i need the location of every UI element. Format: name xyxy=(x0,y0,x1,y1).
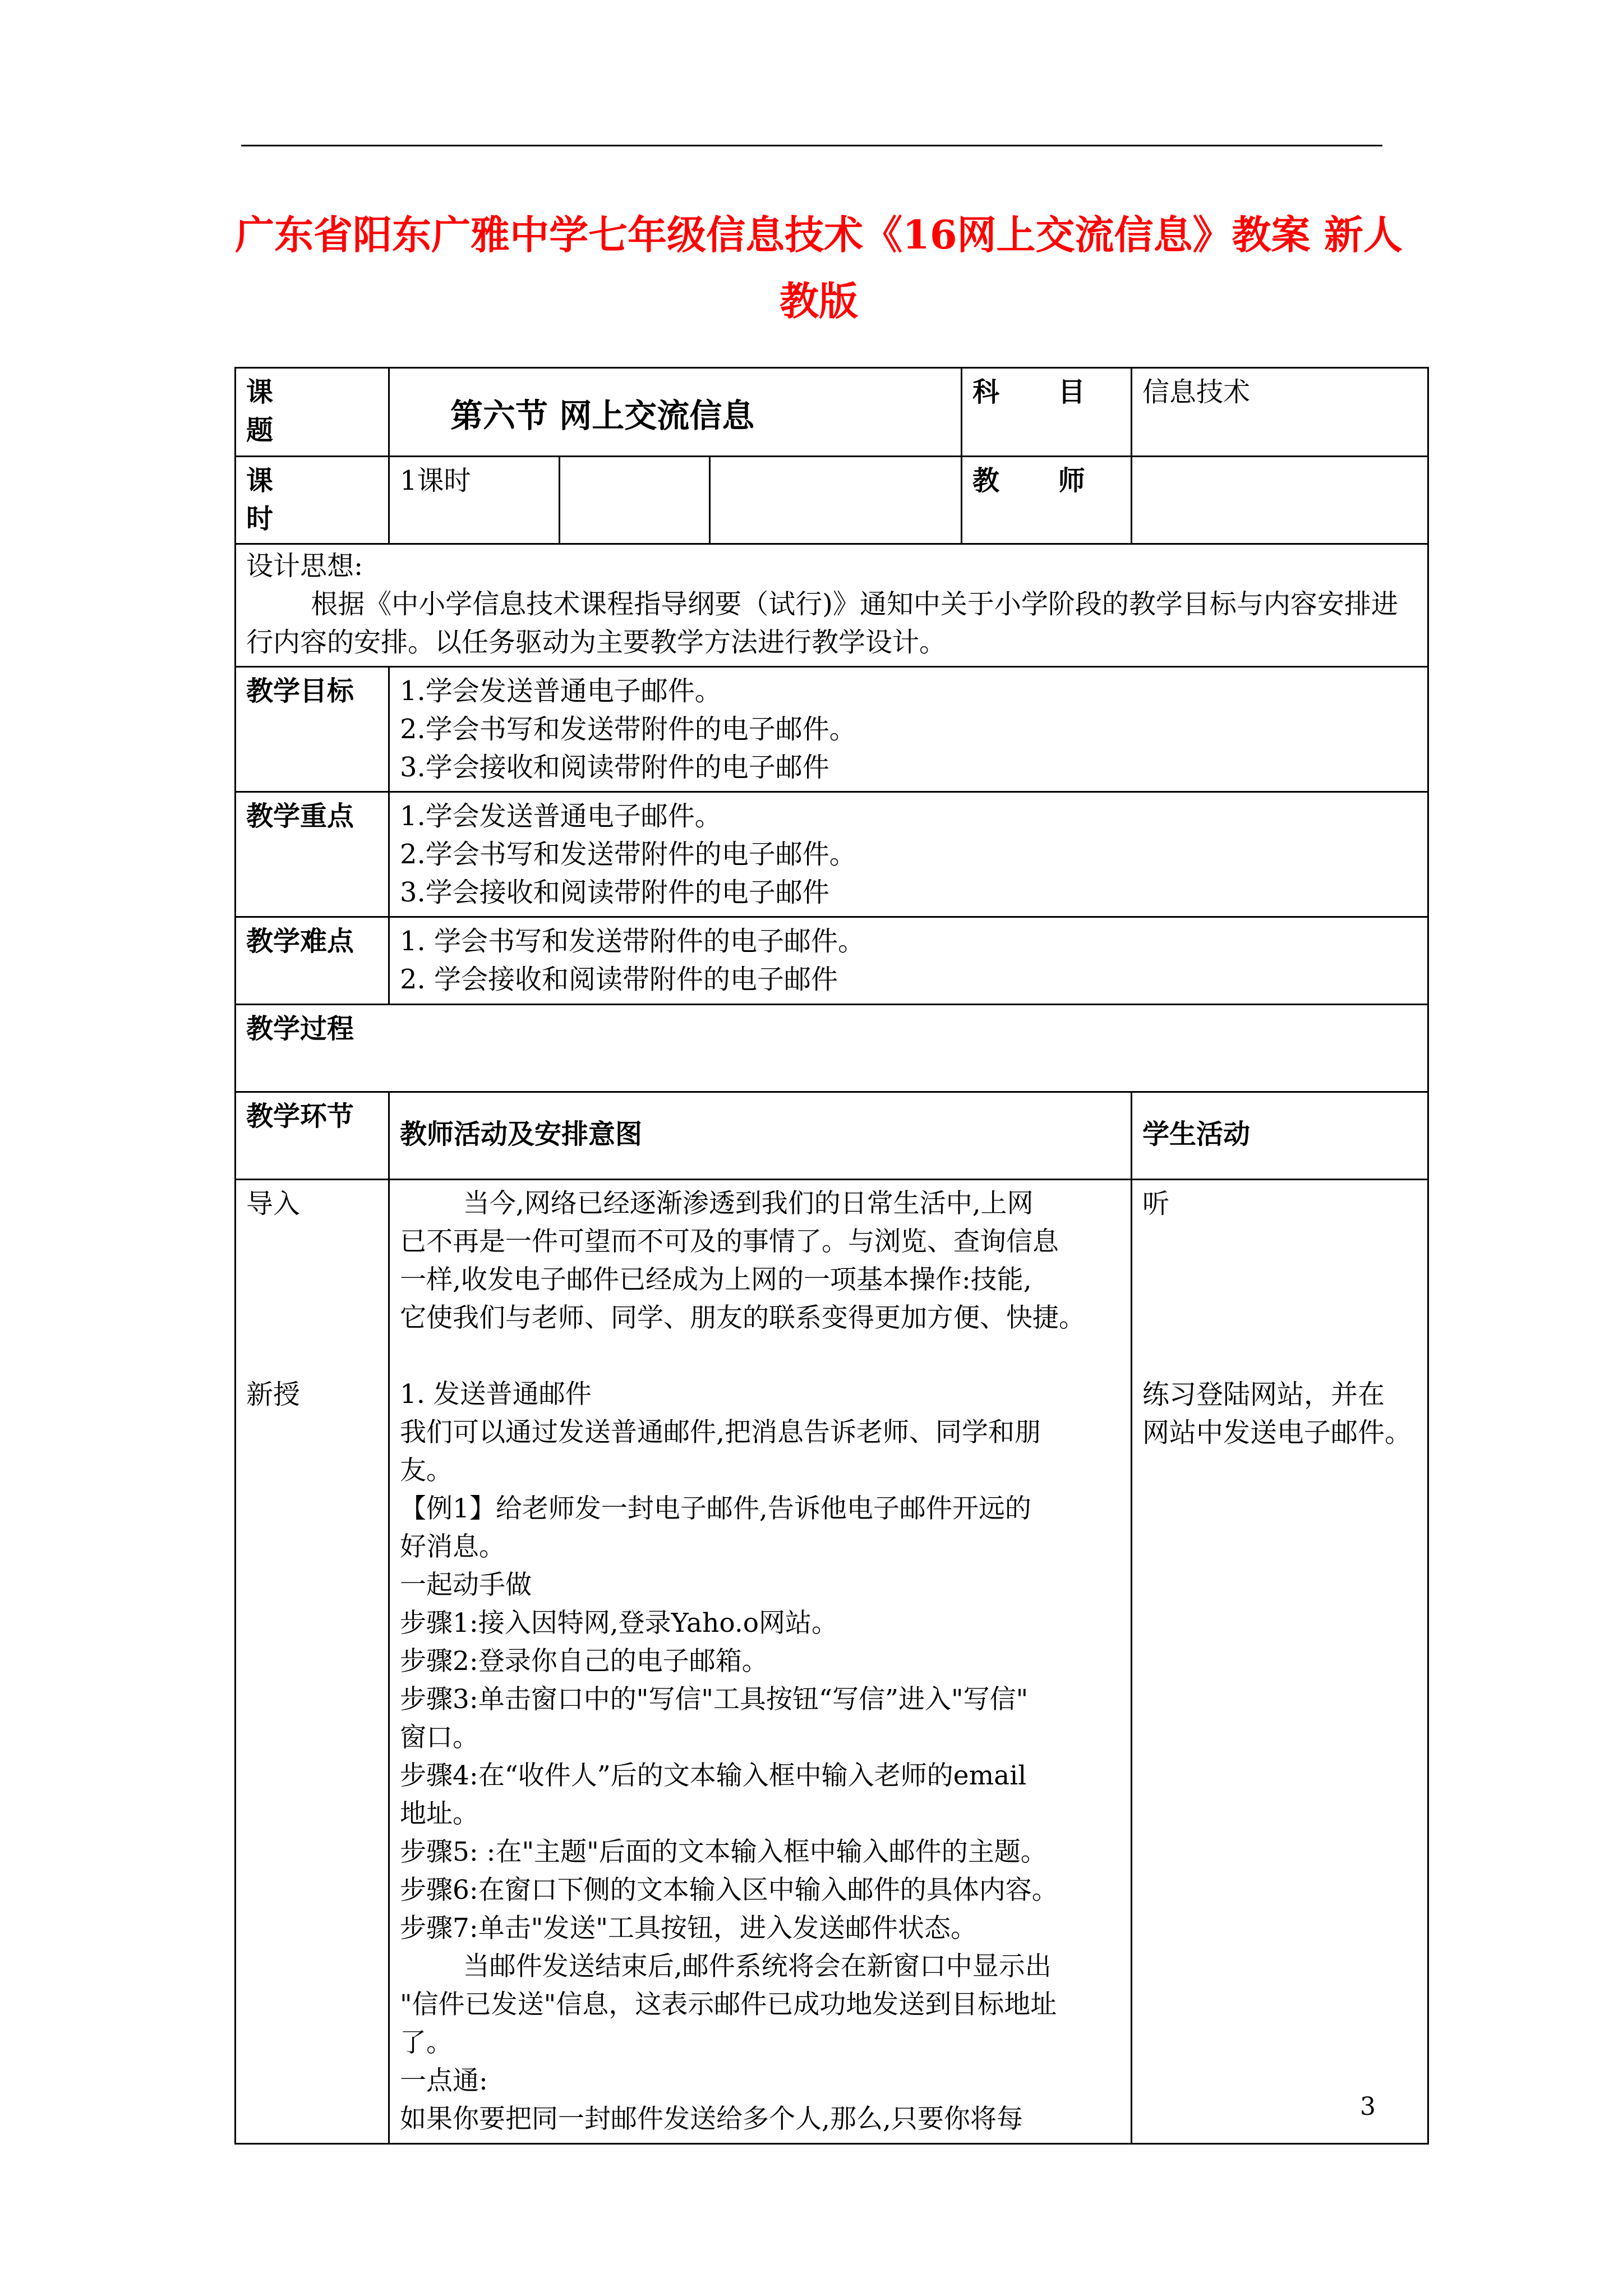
new-line: 1. 发送普通邮件 xyxy=(400,1379,592,1410)
period-blank-1 xyxy=(560,457,710,544)
row-difficulties xyxy=(236,917,1428,1005)
design-cell xyxy=(236,544,1428,667)
student-new-line: 网站中发送电子邮件。 xyxy=(1142,1417,1412,1448)
intro-line: 一样,收发电子邮件已经成为上网的一项基本操作:技能, xyxy=(400,1264,1032,1295)
row-goals xyxy=(236,667,1428,792)
period-label: 课 时 xyxy=(236,457,389,544)
new-line: 步骤6:在窗口下侧的文本输入区中输入邮件的具体内容。 xyxy=(400,1875,1058,1906)
new-line: 如果你要把同一封邮件发送给多个人,那么,只要你将每 xyxy=(400,2104,1023,2134)
col-stage-header: 教学环节 xyxy=(236,1092,389,1180)
row-period xyxy=(236,457,1428,544)
goals-label: 教学目标 xyxy=(236,667,389,792)
title-line-1: 广东省阳东广雅中学七年级信息技术《16网上交流信息》教案 新人 xyxy=(235,211,1403,258)
key-points-label: 教学重点 xyxy=(236,792,389,917)
row-column-headers xyxy=(236,1092,1428,1180)
row-design xyxy=(236,544,1428,667)
key-point-item: 2.学会书写和发送带附件的电子邮件。 xyxy=(400,839,856,870)
new-line: 步骤3:单击窗口中的"写信"工具按钮“写信”进入"写信" xyxy=(400,1684,1029,1715)
difficulty-item: 2. 学会接收和阅读带附件的电子邮件 xyxy=(400,964,838,995)
new-line: 地址。 xyxy=(400,1798,479,1829)
new-line: "信件已发送"信息，这表示邮件已成功地发送到目标地址 xyxy=(400,1989,1057,2020)
new-line: 步骤5: :在"主题"后面的文本输入框中输入邮件的主题。 xyxy=(400,1837,1047,1867)
stage-intro: 导入 xyxy=(246,1188,301,1220)
student-activity-cell xyxy=(1132,1180,1428,2144)
row-key-points xyxy=(236,792,1428,917)
period-blank-2 xyxy=(710,457,962,544)
new-line: 了。 xyxy=(400,2027,453,2058)
new-line: 【例1】给老师发一封电子邮件,告诉他电子邮件开远的 xyxy=(400,1493,1031,1524)
document-title xyxy=(222,202,1416,334)
topic-value-cell xyxy=(389,368,962,457)
row-topic xyxy=(236,368,1428,457)
new-line: 友。 xyxy=(400,1455,453,1486)
subject-label: 科 目 xyxy=(962,368,1132,457)
intro-line: 它使我们与老师、同学、朋友的联系变得更加方便、快捷。 xyxy=(400,1303,1085,1333)
col-student-header: 学生活动 xyxy=(1132,1092,1428,1180)
lesson-plan-table xyxy=(234,367,1429,2145)
new-line: 好消息。 xyxy=(400,1531,505,1562)
design-text: 根据《中小学信息技术课程指导纲要（试行)》通知中关于小学阶段的教学目标与内容安排进行内容的安排。以任务驱动为主要教学方法进行教学设计。 xyxy=(246,588,1398,658)
topic-value: 第六节 网上交流信息 xyxy=(450,397,755,435)
topic-label: 课 题 xyxy=(236,368,389,457)
design-label: 设计思想: xyxy=(246,550,363,582)
new-line: 步骤4:在“收件人”后的文本输入框中输入老师的email xyxy=(400,1760,1027,1791)
difficulty-item: 1. 学会书写和发送带附件的电子邮件。 xyxy=(400,926,865,957)
new-line: 我们可以通过发送普通邮件,把消息告诉老师、同学和朋 xyxy=(400,1417,1041,1448)
new-line: 步骤2:登录你自己的电子邮箱。 xyxy=(400,1646,768,1677)
new-line: 窗口。 xyxy=(400,1722,479,1753)
col-teacher-header: 教师活动及安排意图 xyxy=(389,1092,1132,1180)
new-line: 一起动手做 xyxy=(400,1570,532,1600)
row-process xyxy=(236,1005,1428,1092)
period-value: 1课时 xyxy=(389,457,560,544)
teacher-activity-cell xyxy=(389,1180,1132,2144)
row-content xyxy=(236,1180,1428,2144)
key-points-cell xyxy=(389,792,1428,917)
teacher-label: 教 师 xyxy=(962,457,1132,544)
goal-item: 3.学会接收和阅读带附件的电子邮件 xyxy=(400,752,829,783)
difficulties-label: 教学难点 xyxy=(236,917,389,1005)
stage-new: 新授 xyxy=(246,1379,301,1410)
student-new-line: 练习登陆网站，并在 xyxy=(1142,1379,1385,1410)
difficulties-cell xyxy=(389,917,1428,1005)
key-point-item: 1.学会发送普通电子邮件。 xyxy=(400,800,722,832)
goal-item: 1.学会发送普通电子邮件。 xyxy=(400,675,722,707)
intro-line: 当今,网络已经逐渐渗透到我们的日常生活中,上网 xyxy=(463,1188,1034,1219)
stage-cell xyxy=(236,1180,389,2144)
process-label: 教学过程 xyxy=(236,1005,1428,1092)
student-intro: 听 xyxy=(1142,1188,1170,1220)
teacher-value xyxy=(1132,457,1428,544)
key-point-item: 3.学会接收和阅读带附件的电子邮件 xyxy=(400,877,829,908)
title-line-2: 教版 xyxy=(780,278,858,324)
intro-line: 已不再是一件可望而不可及的事情了。与浏览、查询信息 xyxy=(400,1226,1059,1257)
header-rule xyxy=(241,145,1382,146)
goals-cell xyxy=(389,667,1428,792)
new-line: 当邮件发送结束后,邮件系统将会在新窗口中显示出 xyxy=(463,1951,1052,1982)
new-line: 步骤7:单击"发送"工具按钮，进入发送邮件状态。 xyxy=(400,1913,977,1944)
page-number: 3 xyxy=(1360,2092,1376,2121)
subject-value: 信息技术 xyxy=(1132,368,1428,457)
goal-item: 2.学会书写和发送带附件的电子邮件。 xyxy=(400,714,856,745)
new-line: 一点通: xyxy=(400,2065,488,2096)
new-line: 步骤1:接入因特网,登录Yaho.o网站。 xyxy=(400,1608,838,1639)
